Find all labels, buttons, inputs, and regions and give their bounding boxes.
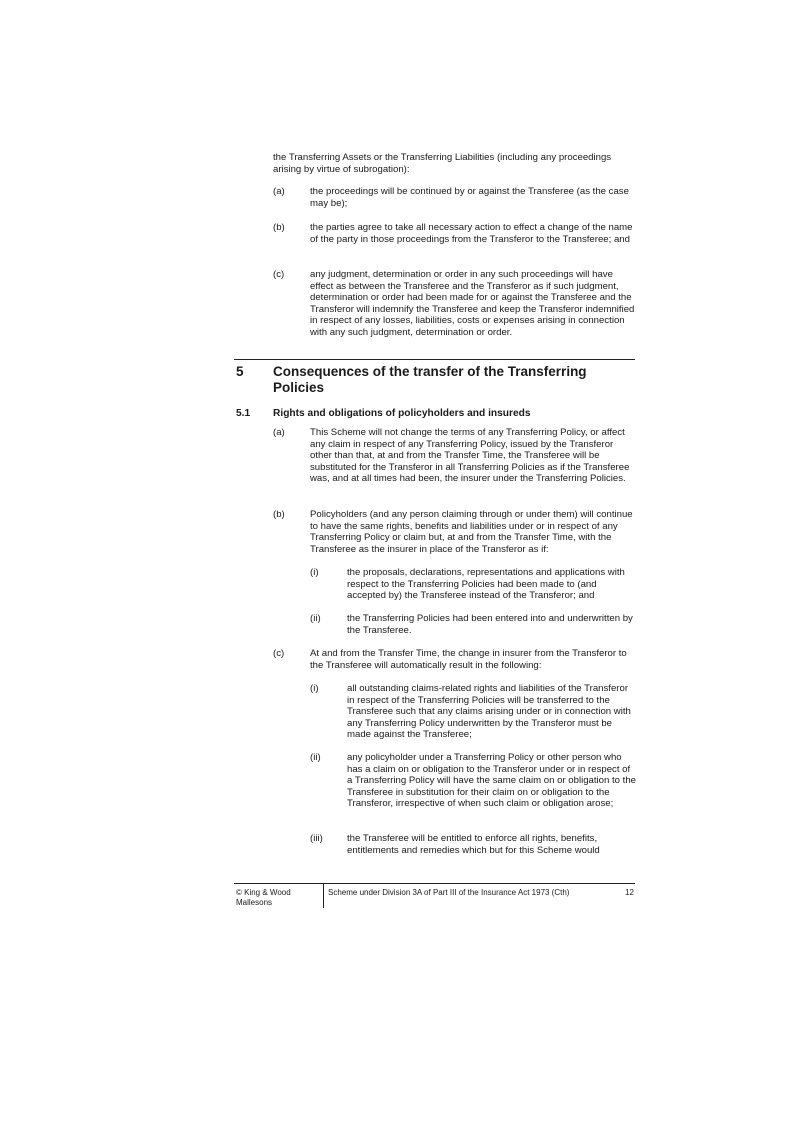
item-label: (a) xyxy=(273,186,285,197)
item-text: At and from the Transfer Time, the change in insurer from the Transferor to the Transferee will automatically result in the following: xyxy=(310,648,627,671)
page-number: 12 xyxy=(625,888,634,897)
item-label: (a) xyxy=(273,427,285,438)
item-label: (c) xyxy=(273,648,285,659)
section-title: Consequences of the transfer of the Transferring Policies xyxy=(273,364,587,395)
subitem-text: the proposals, declarations, representations and applications with respect to the Transferring Policies had been made to (and accepted by) the Transferee instead of the Transferor; and xyxy=(347,567,625,602)
item-label: (c) xyxy=(273,269,285,280)
footer-separator xyxy=(323,884,324,908)
subitem-text: the Transferring Policies had been entered into and underwritten by the Transferee. xyxy=(347,613,633,636)
item-text: Policyholders (and any person claiming through or under them) will continue to have the same rights, benefits and liabilities under or in respect of any Transferring Policy or claim but, at and from the Transfer Time, with the Transferee as the insurer in place of the Transferor as if: xyxy=(310,509,633,555)
item-text: This Scheme will not change the terms of any Transferring Policy, or affect any claim in respect of any Transferring Policy, issued by the Transferor other than that, at and from the Transfer Time, the Transferee will be substituted for the Transferor in all Transferring Policies as if the Transferee was, and at all times had been, the insurer under the Transferring Policies. xyxy=(310,427,630,485)
subitem-label: (iii) xyxy=(310,833,323,844)
subitem-label: (i) xyxy=(310,567,319,578)
subsection-number: 5.1 xyxy=(236,408,251,419)
item-text: the parties agree to take all necessary action to effect a change of the name of the party in those proceedings from the Transferor to the Transferee; and xyxy=(310,222,633,245)
item-label: (b) xyxy=(273,222,285,233)
section-divider xyxy=(234,359,635,360)
subitem-text: any policyholder under a Transferring Policy or other person who has a claim on or obligation to the Transferor under or in respect of a Transferring Policy will have the same claim on or obligation to the Transferee in substitution for their claim on or obligation to the Transferor, irrespective of when such claim or obligation arose; xyxy=(347,752,637,810)
subsection-title: Rights and obligations of policyholders and insureds xyxy=(273,408,531,419)
section-number: 5 xyxy=(236,364,244,379)
item-text: any judgment, determination or order in any such proceedings will have effect as between the Transferee and the Transferor as if such judgment, determination or order had been made for or against the Transferee and the Transferor will indemnify the Transferee and keep the Transferor indemnified in respect of any losses, liabilities, costs or expenses arising in connection with any such judgment, determination or order. xyxy=(310,269,635,338)
intro-paragraph: the Transferring Assets or the Transferring Liabilities (including any proceedings arising by virtue of subrogation): xyxy=(273,152,612,175)
item-label: (b) xyxy=(273,509,285,520)
footer-copyright: © King & Wood Mallesons xyxy=(236,888,291,907)
footer-divider xyxy=(234,883,635,884)
subitem-label: (ii) xyxy=(310,613,321,624)
subitem-text: the Transferee will be entitled to enforce all rights, benefits, entitlements and remedies which but for this Scheme would xyxy=(347,833,600,856)
footer-document-title: Scheme under Division 3A of Part III of the Insurance Act 1973 (Cth) xyxy=(328,888,570,897)
subitem-text: all outstanding claims-related rights and liabilities of the Transferor in respect of the Transferring Policies will be transferred to the Transferee such that any claims arising under or in connection with any Transferring Policy underwritten by the Transferor must be made against the Transferee; xyxy=(347,683,631,741)
item-text: the proceedings will be continued by or against the Transferee (as the case may be); xyxy=(310,186,629,209)
subitem-label: (ii) xyxy=(310,752,321,763)
subitem-label: (i) xyxy=(310,683,319,694)
